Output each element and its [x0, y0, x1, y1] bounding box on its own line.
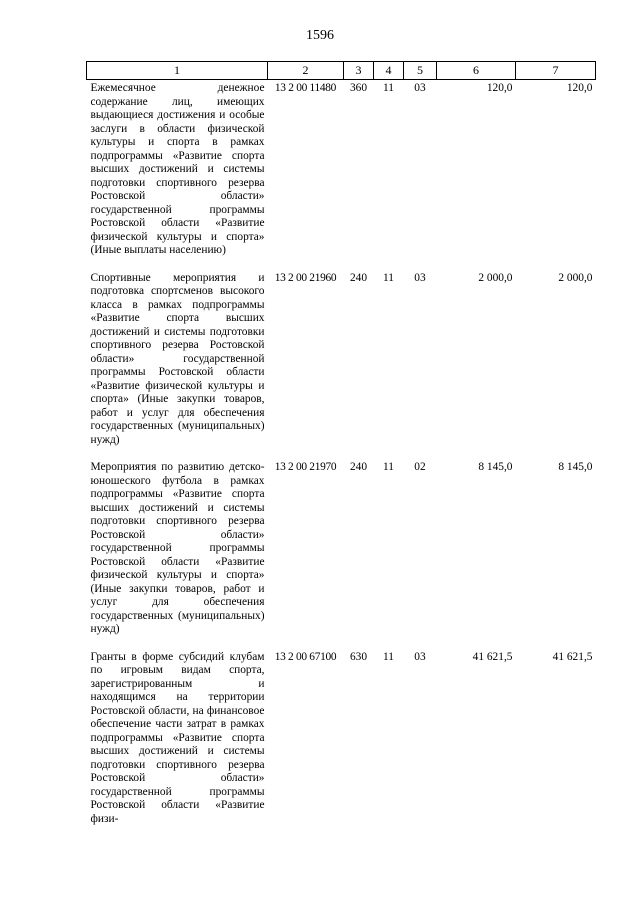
row-amount-2: 120,0 [566, 82, 593, 94]
column-header-4: 4 [374, 62, 404, 80]
row-target-code: 13 2 00 21960 [274, 271, 337, 284]
row-target-code: 13 2 00 11480 [274, 82, 337, 94]
table-row [87, 270, 596, 460]
row-description: Спортивные мероприятия и подготовка спортсменов высокого класса в рамках подпрограммы «Развитие спорта высших достижений и системы подготовки спортивного резерва Ростовской области» государственной программы Ростовской области «Развитие физической культуры и спорта» (Иные закупки товаров, работ и услуг для обеспечения государственных (муниципальных) нужд) [90, 271, 265, 446]
row-expense-type: 240 [349, 271, 368, 284]
column-header-7: 7 [516, 62, 596, 80]
row-expense-type: 630 [349, 650, 368, 663]
row-section: 11 [383, 461, 394, 473]
row-description: Ежемесячное денежное содержание лиц, имеющих выдающиеся достижения и особые заслуги в области физической культуры и спорта в рамках подпрограммы «Развитие спорта высших достижений и системы подготовки спортивного резерва Ростовской области» государственной программы Ростовской области «Развитие физической культуры и спорта» (Иные выплаты населению) [90, 82, 265, 256]
row-amount-1: 41 621,5 [472, 650, 513, 663]
row-section: 11 [383, 82, 394, 94]
table-header-row [87, 62, 596, 80]
table-row [87, 80, 596, 270]
column-header-1: 1 [87, 62, 268, 80]
row-amount-1: 120,0 [486, 82, 513, 94]
column-header-6: 6 [437, 62, 516, 80]
page-number: 1596 [306, 28, 334, 43]
column-header-3: 3 [344, 62, 374, 80]
budget-table [86, 61, 596, 838]
row-subsection: 03 [414, 650, 426, 663]
table-row [87, 649, 596, 839]
row-amount-1: 2 000,0 [478, 271, 513, 284]
table-row [87, 459, 596, 649]
row-expense-type: 240 [349, 461, 368, 473]
row-target-code: 13 2 00 67100 [274, 650, 337, 663]
row-section: 11 [383, 650, 394, 663]
row-expense-type: 360 [349, 82, 368, 94]
row-amount-2: 8 145,0 [558, 461, 593, 473]
row-description: Гранты в форме субсидий клубам по игровым видам спорта, зарегистрированным и находящимся на территории Ростовской области, на финансовое обеспечение части затрат в рамках подпрограммы «Развитие спорта высших достижений и системы подготовки спортивного резерва Ростовской области» государственной программы Ростовской области «Развитие физи- [90, 650, 265, 825]
row-amount-2: 2 000,0 [558, 271, 593, 284]
row-amount-1: 8 145,0 [478, 461, 513, 473]
row-amount-2: 41 621,5 [552, 650, 593, 663]
row-target-code: 13 2 00 21970 [274, 461, 337, 473]
row-subsection: 02 [414, 461, 426, 473]
column-header-5: 5 [404, 62, 437, 80]
row-section: 11 [383, 271, 394, 284]
row-description: Мероприятия по развитию детско-юношеского футбола в рамках подпрограммы «Развитие спорта высших достижений и системы подготовки спортивного резерва Ростовской области» государственной программы Ростовской области «Развитие физической культуры и спорта» (Иные закупки товаров, работ и услуг для обеспечения государственных (муниципальных) нужд) [90, 461, 265, 635]
row-subsection: 03 [414, 271, 426, 284]
row-subsection: 03 [414, 82, 426, 94]
column-header-2: 2 [268, 62, 344, 80]
